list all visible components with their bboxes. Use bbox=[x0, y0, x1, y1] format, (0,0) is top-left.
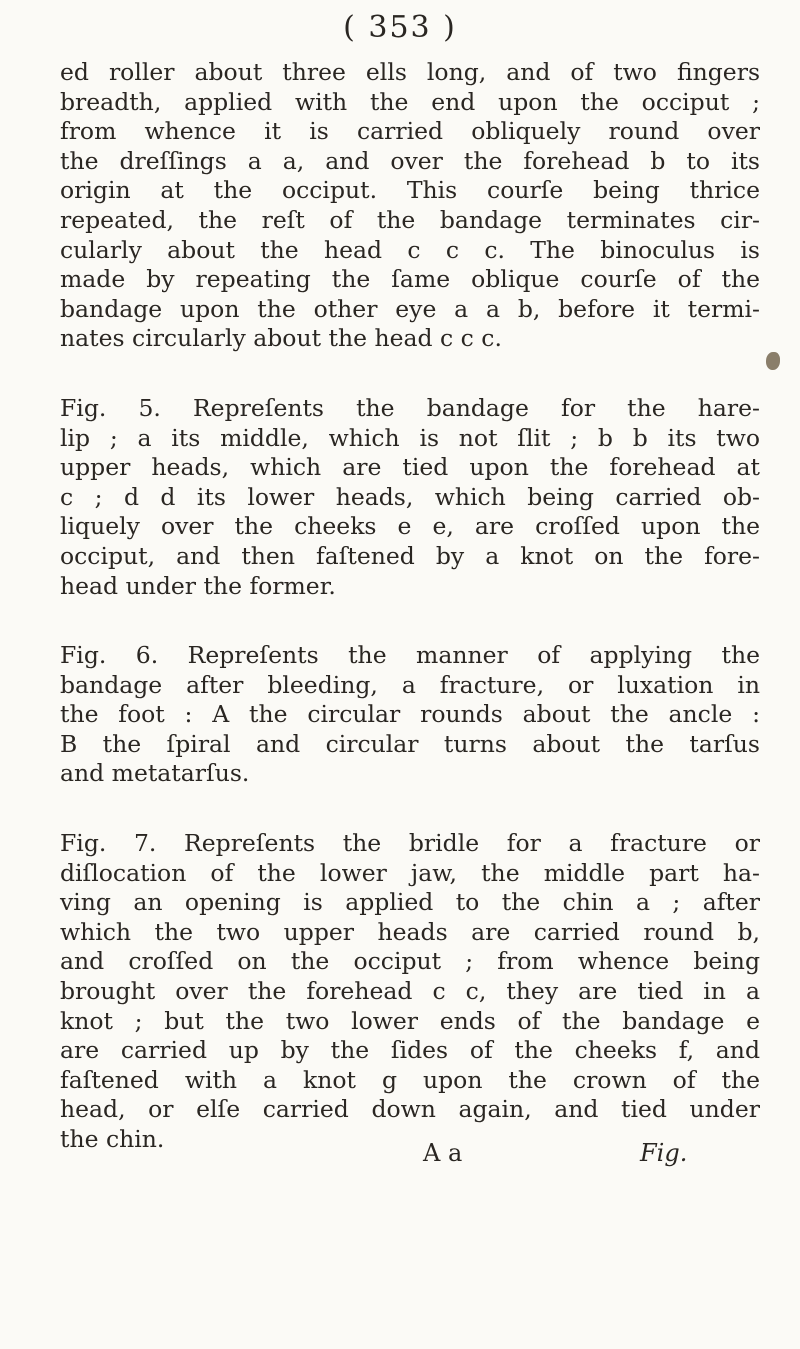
text-line: breadth, applied with the end upon the occiput ; bbox=[60, 87, 760, 116]
paper-blemish bbox=[766, 352, 780, 370]
text-line: are carried up by the ſides of the cheeks f, and bbox=[60, 1036, 760, 1065]
text-line: faſtened with a knot g upon the crown of the bbox=[60, 1065, 760, 1094]
text-line: upper heads, which are tied upon the forehead at bbox=[60, 453, 760, 482]
text-line: diſlocation of the lower jaw, the middle part ha- bbox=[60, 858, 760, 887]
text-line: brought over the forehead c c, they are tied in a bbox=[60, 977, 760, 1006]
text-line: head under the former. bbox=[60, 571, 336, 600]
paragraph bbox=[60, 829, 760, 1155]
page-number: ( 353 ) bbox=[343, 10, 457, 45]
text-line: head, or elſe carried down again, and tied under bbox=[60, 1095, 760, 1124]
text-line: ed roller about three ells long, and of two fingers bbox=[60, 58, 760, 86]
text-line: bandage upon the other eye a a b, before it termi- bbox=[60, 294, 760, 323]
text-line: lip ; a its middle, which is not ſlit ; b b its two bbox=[60, 423, 760, 452]
text-line: ving an opening is applied to the chin a ; after bbox=[60, 888, 760, 917]
body-text bbox=[60, 58, 760, 1155]
paragraph-gap bbox=[60, 601, 760, 641]
text-line: the dreſſings a a, and over the forehead b to its bbox=[60, 146, 760, 175]
text-line: the foot : A the circular rounds about the ancle : bbox=[60, 700, 760, 729]
text-line: occiput, and then faſtened by a knot on the fore- bbox=[60, 541, 760, 570]
paragraph bbox=[60, 394, 760, 601]
paragraph bbox=[60, 58, 760, 354]
page-footer bbox=[0, 1139, 800, 1171]
signature-mark: A a bbox=[423, 1139, 463, 1167]
paragraph-gap bbox=[60, 789, 760, 829]
text-line: and metatarſus. bbox=[60, 759, 250, 788]
text-line: the chin. bbox=[60, 1125, 165, 1153]
text-line: Fig. 6. Repreſents the manner of applying the bbox=[60, 641, 760, 670]
text-line: Fig. 7. Repreſents the bridle for a fracture or bbox=[60, 829, 760, 858]
text-line: which the two upper heads are carried round b, bbox=[60, 917, 760, 946]
text-line: liquely over the cheeks e e, are croſſed upon the bbox=[60, 512, 760, 541]
text-line: Fig. 5. Repreſents the bandage for the hare- bbox=[60, 393, 760, 422]
paragraph-gap bbox=[60, 354, 760, 394]
text-line: made by repeating the ſame oblique courſe of the bbox=[60, 265, 760, 294]
text-line: cularly about the head c c c. The binoculus is bbox=[60, 235, 760, 264]
text-line: origin at the occiput. This courſe being thrice bbox=[60, 176, 760, 205]
text-line: c ; d d its lower heads, which being carried ob- bbox=[60, 482, 760, 511]
catchword: Fig. bbox=[640, 1139, 688, 1167]
text-line: from whence it is carried obliquely round over bbox=[60, 117, 760, 146]
text-line: B the ſpiral and circular turns about the tarſus bbox=[60, 729, 760, 758]
text-line: nates circularly about the head c c c. bbox=[60, 324, 502, 353]
text-line: bandage after bleeding, a fracture, or luxation in bbox=[60, 670, 760, 699]
paragraph bbox=[60, 641, 760, 789]
text-line: repeated, the reſt of the bandage terminates cir- bbox=[60, 205, 760, 234]
text-line: knot ; but the two lower ends of the bandage e bbox=[60, 1006, 760, 1035]
text-line: and croſſed on the occiput ; from whence being bbox=[60, 947, 760, 976]
